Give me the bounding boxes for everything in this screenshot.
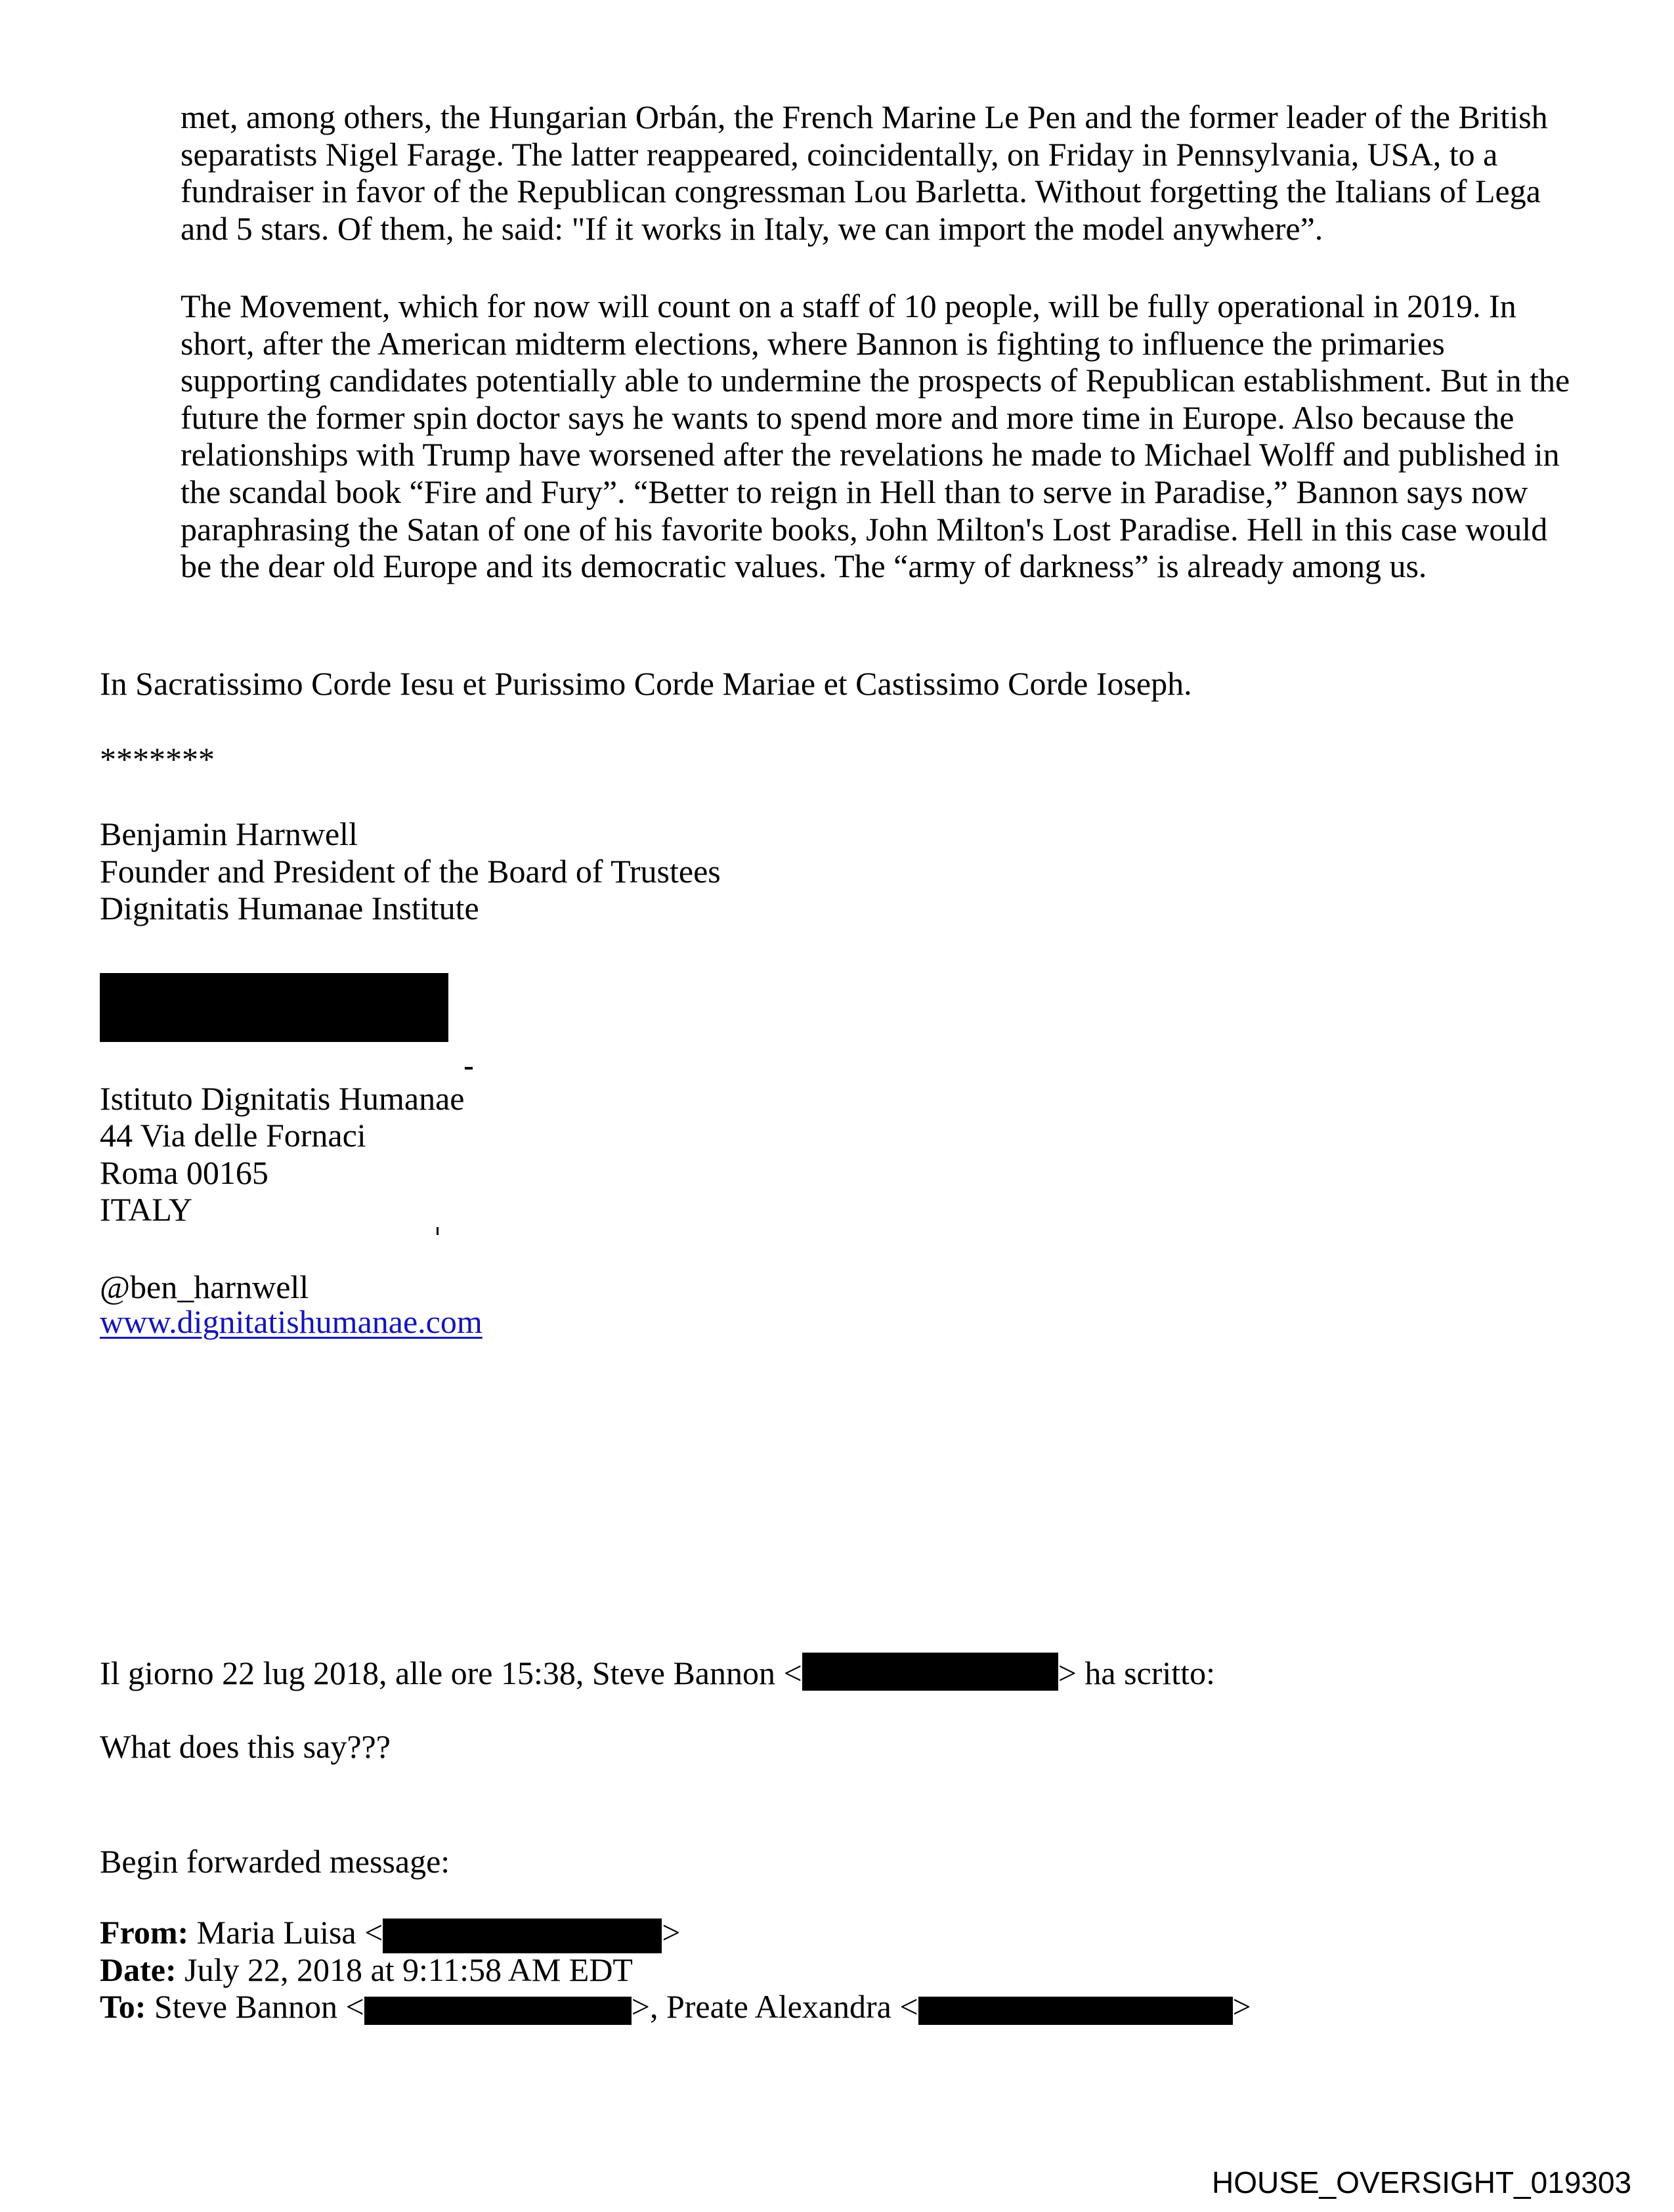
reply-header-prefix: Il giorno 22 lug 2018, alle ore 15:38, Steve Bannon < bbox=[100, 1655, 802, 1691]
from-label: From: bbox=[100, 1914, 189, 1951]
address-line: ITALY bbox=[100, 1191, 192, 1228]
to-end: > bbox=[1232, 1988, 1251, 2025]
text-line: separatists Nigel Farage. The latter reappeared, coincidentally, on Friday in Pennsylvania, USA, to a bbox=[181, 135, 1498, 173]
text-line: relationships with Trump have worsened after the revelations he made to Michael Wolff and published in bbox=[181, 436, 1560, 473]
text-line: paraphrasing the Satan of one of his favorite books, John Milton's Lost Paradise. Hell in this case would bbox=[181, 510, 1548, 548]
address-line: 44 Via delle Fornaci bbox=[100, 1117, 366, 1154]
forwarded-from bbox=[100, 1914, 681, 1951]
text-line: future the former spin doctor says he wants to spend more and more time in Europe. Also because the bbox=[181, 399, 1514, 436]
from-end: > bbox=[662, 1914, 681, 1951]
reply-header bbox=[100, 1655, 1215, 1691]
address-line: Istituto Dignitatis Humanae bbox=[100, 1080, 465, 1117]
from-name: Maria Luisa < bbox=[196, 1914, 383, 1951]
stray-dash-mark bbox=[465, 1067, 473, 1070]
signature-organization: Dignitatis Humanae Institute bbox=[100, 890, 479, 926]
reply-body: What does this say??? bbox=[100, 1728, 391, 1765]
website-line bbox=[100, 1303, 483, 1340]
redacted-email bbox=[918, 1997, 1233, 2025]
text-line: and 5 stars. Of them, he said: "If it works in Italy, we can import the model anywhere”. bbox=[181, 209, 1323, 247]
forwarded-date bbox=[100, 1951, 633, 1988]
redacted-email bbox=[364, 1997, 632, 2025]
to-separator: >, Preate Alexandra < bbox=[631, 1988, 918, 2025]
text-line: supporting candidates potentially able to undermine the prospects of Republican establishment. But in the bbox=[181, 362, 1570, 399]
date-value: July 22, 2018 at 9:11:58 AM EDT bbox=[184, 1951, 633, 1988]
redaction-block bbox=[100, 973, 448, 1042]
text-line: be the dear old Europe and its democratic values. The “army of darkness” is already among us. bbox=[181, 548, 1427, 585]
article-paragraph-1 bbox=[181, 98, 1548, 247]
to-label: To: bbox=[100, 1988, 146, 2025]
twitter-handle: @ben_harnwell bbox=[100, 1269, 309, 1305]
blessing-line: In Sacratissimo Corde Iesu et Purissimo Corde Mariae et Castissimo Corde Ioseph. bbox=[100, 665, 1192, 702]
text-line: fundraiser in favor of the Republican congressman Lou Barletta. Without forgetting the Italians of Lega bbox=[181, 173, 1541, 210]
redacted-email bbox=[802, 1653, 1058, 1691]
text-line: short, after the American midterm elections, where Bannon is fighting to influence the primaries bbox=[181, 324, 1445, 362]
redacted-email bbox=[383, 1919, 662, 1953]
text-line: the scandal book “Fire and Fury”. “Better to reign in Hell than to serve in Paradise,” Bannon says now bbox=[181, 473, 1528, 510]
text-line: met, among others, the Hungarian Orbán, the French Marine Le Pen and the former leader of the British bbox=[181, 98, 1548, 135]
separator-asterisks: ******* bbox=[100, 741, 215, 777]
forwarded-intro: Begin forwarded message: bbox=[100, 1843, 450, 1880]
date-label: Date: bbox=[100, 1951, 177, 1988]
address-line: Roma 00165 bbox=[100, 1154, 268, 1191]
signature-name: Benjamin Harnwell bbox=[100, 815, 358, 852]
article-paragraph-2 bbox=[181, 288, 1570, 585]
forwarded-to bbox=[100, 1988, 1251, 2025]
to-name-1: Steve Bannon < bbox=[154, 1988, 364, 2025]
website-link[interactable]: www.dignitatishumanae.com bbox=[100, 1303, 483, 1340]
stray-tick-mark bbox=[437, 1227, 439, 1235]
bates-number: HOUSE_OVERSIGHT_019303 bbox=[1212, 2165, 1632, 2200]
reply-header-suffix: > ha scritto: bbox=[1058, 1655, 1215, 1691]
signature-title: Founder and President of the Board of Trustees bbox=[100, 853, 721, 890]
text-line: The Movement, which for now will count on a staff of 10 people, will be fully operational in 2019. In bbox=[181, 288, 1516, 324]
